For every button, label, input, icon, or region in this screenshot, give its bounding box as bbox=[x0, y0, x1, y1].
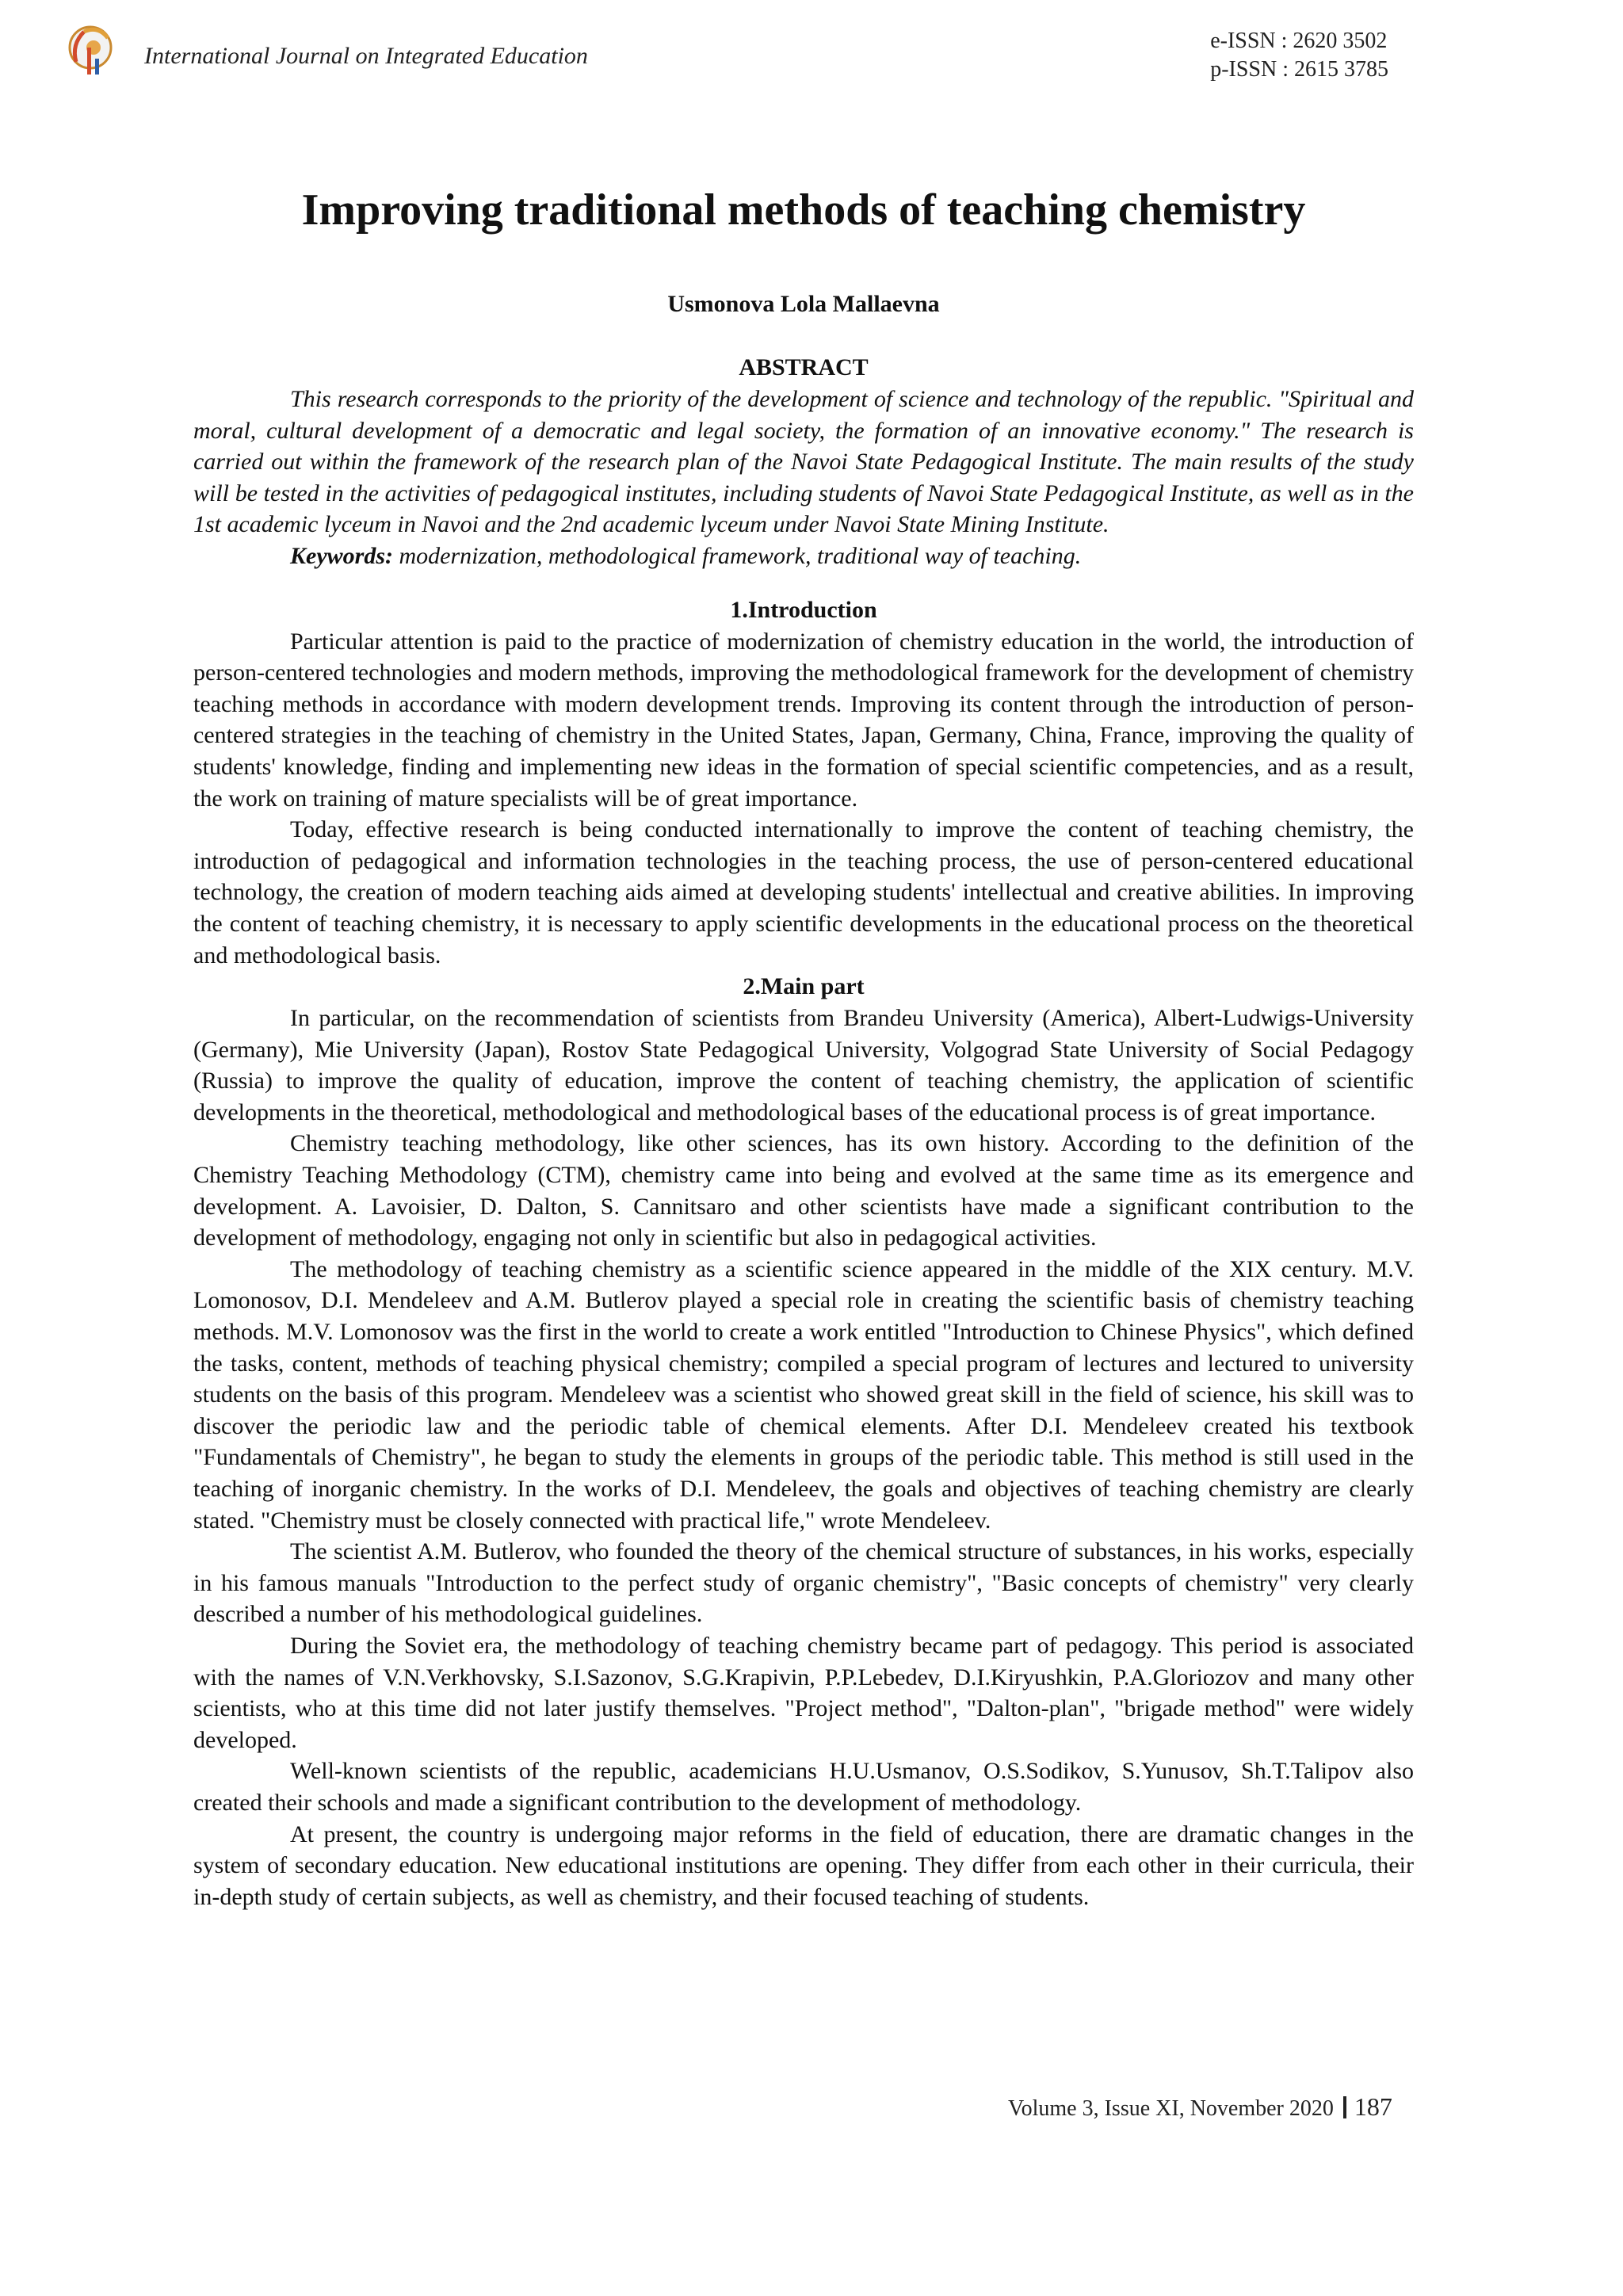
paragraph: During the Soviet era, the methodology of teaching chemistry became part of pedagogy. This period is associated with the names of V.N.Verkhovsky, S.I.Sazonov, S.G.Krapivin, P.P.Lebedev, D.I.Kiryushkin, P.A.Gloriozov and many other scientists, who at this time did not later justify themselves. "Project method", "Dalton-plan", "brigade method" were widely developed. bbox=[193, 1632, 1414, 1753]
page-number: 187 bbox=[1354, 2092, 1392, 2121]
paragraph: The scientist A.M. Butlerov, who founded the theory of the chemical structure of substances, in his works, especially in his famous manuals "Introduction to the perfect study of organic chemistry", "Basic concepts of chemistry" very clearly described a number of his methodological guidelines. bbox=[193, 1538, 1414, 1628]
keywords-text: modernization, methodological framework, traditional way of teaching. bbox=[393, 542, 1082, 569]
volume-info: Volume 3, Issue XI, November 2020 bbox=[1008, 2096, 1334, 2121]
paragraph: Particular attention is paid to the practice of modernization of chemistry education in the world, the introduction of person-centered technologies and modern methods, improving the methodological framework for the development of chemistry teaching methods in accordance with modern development trends. Improving its content through the introduction of person-centered strategies in the teaching of chemistry in the United States, Japan, Germany, China, France, improving the quality of students' knowledge, finding and implementing new ideas in the formation of special scientific competencies, and as a result, the work on training of mature specialists will be of great importance. bbox=[193, 628, 1414, 812]
article-author: Usmonova Lola Mallaevna bbox=[667, 291, 940, 317]
section-heading-introduction: 1.Introduction bbox=[730, 596, 877, 623]
abstract-text: This research corresponds to the priority of the development of science and technology of the republic. "Spiritual and moral, cultural development of a democratic and legal society, the formation of an innovative economy." The research is carried out within the framework of the research plan of the Navoi State Pedagogical Institute. The main results of the study will be tested in the activities of pedagogical institutes, including students of Navoi State Pedagogical Institute, as well as in the 1st academic lyceum in Navoi and the 2nd academic lyceum under Navoi State Mining Institute. bbox=[193, 386, 1414, 538]
paragraph: Chemistry teaching methodology, like other sciences, has its own history. According to the definition of the Chemistry Teaching Methodology (CTM), chemistry came into being and evolved at the same time as its emergence and development. A. Lavoisier, D. Dalton, S. Cannitsaro and other scientists have made a significant contribution to the development of methodology, engaging not only in scientific but also in pedagogical activities. bbox=[193, 1130, 1414, 1251]
article-body bbox=[193, 182, 1414, 1912]
footer-divider bbox=[1343, 2096, 1346, 2118]
keywords-label: Keywords: bbox=[290, 542, 393, 569]
paragraph: The methodology of teaching chemistry as a scientific science appeared in the middle of the XIX century. M.V. Lomonosov, D.I. Mendeleev and A.M. Butlerov played a special role in creating the scientific basis of chemistry teaching methods. M.V. Lomonosov was the first in the world to create a work entitled "Introduction to Chinese Physics", which defined the tasks, content, methods of teaching physical chemistry; compiled a special program of lectures and lectured to university students on the basis of this program. Mendeleev was a scientist who showed great skill in the field of science, his skill was to discover the periodic law and the periodic table of chemical elements. After D.I. Mendeleev created his textbook "Fundamentals of Chemistry", he began to study the elements in groups of the periodic table. This method is still used in the teaching of inorganic chemistry. In the works of D.I. Mendeleev, the goals and objectives of teaching chemistry are clearly stated. "Chemistry must be closely connected with practical life," wrote Mendeleev. bbox=[193, 1255, 1414, 1534]
section-heading-main-part: 2.Main part bbox=[743, 973, 865, 1000]
eissn: e-ISSN : 2620 3502 bbox=[1210, 29, 1388, 53]
issn-block bbox=[1210, 27, 1388, 84]
paragraph: In particular, on the recommendation of scientists from Brandeu University (America), Albert-Ludwigs-University (Germany), Mie University (Japan), Rostov State Pedagogical University, Volgograd State University of Social Pedagogy (Russia) to improve the quality of education, improve the content of teaching chemistry, the application of scientific developments in the theoretical, methodological and methodological bases of the educational process is of great importance. bbox=[193, 1005, 1414, 1125]
pissn: p-ISSN : 2615 3785 bbox=[1210, 57, 1388, 82]
article-title: Improving traditional methods of teaching chemistry bbox=[301, 185, 1306, 235]
journal-name: International Journal on Integrated Education bbox=[144, 43, 588, 69]
paragraph: Today, effective research is being conducted internationally to improve the content of teaching chemistry, the introduction of pedagogical and information technologies in the teaching process, the use of person-centered educational technology, the creation of modern teaching aids aimed at developing students' intellectual and creative abilities. In improving the content of teaching chemistry, it is necessary to apply scientific developments in the educational process on the theoretical and methodological basis. bbox=[193, 816, 1414, 968]
page-footer bbox=[1008, 2092, 1392, 2122]
keywords-line bbox=[193, 541, 1414, 572]
paragraph: Well-known scientists of the republic, academicians H.U.Usmanov, O.S.Sodikov, S.Yunusov, Sh.T.Talipov also created their schools and made a significant contribution to the development of methodology. bbox=[193, 1758, 1414, 1816]
journal-logo bbox=[67, 24, 117, 79]
paragraph: At present, the country is undergoing major reforms in the field of education, there are dramatic changes in the system of secondary education. New educational institutions are opening. They differ from each other in their curricula, their in-depth study of certain subjects, as well as chemistry, and their focused teaching of students. bbox=[193, 1820, 1414, 1910]
abstract-heading: ABSTRACT bbox=[739, 354, 869, 380]
